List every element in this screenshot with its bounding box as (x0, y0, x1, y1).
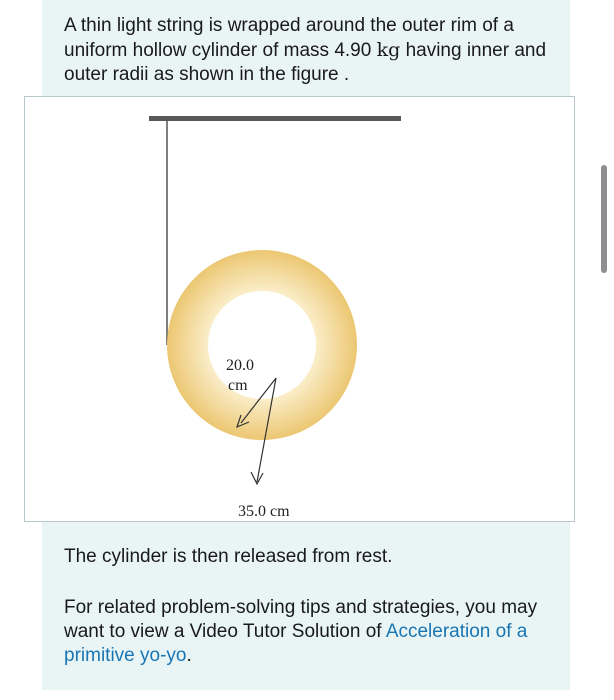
problem-card (42, 0, 570, 690)
ceiling-bar (149, 116, 401, 121)
inner-radius-value: 20.0 (226, 357, 254, 374)
intro-tail: having inner and outer radii as shown in the figure . (64, 40, 547, 85)
video-tutor-link[interactable]: Acceleration of a primitive yo-yo (64, 621, 528, 666)
inner-hole (208, 291, 316, 399)
tips-paragraph (64, 596, 564, 668)
problem-intro (64, 14, 564, 87)
mass-unit: kg (376, 39, 401, 61)
outer-radius-label: 35.0 cm (238, 503, 290, 520)
intro-text: A thin light string is wrapped around the outer rim of a uniform hollow cylinder of mass 4.90 (64, 15, 514, 61)
release-text: The cylinder is then released from rest. (64, 546, 393, 567)
outer-arrow-head (251, 472, 263, 484)
yoyo-figure (25, 97, 574, 521)
figure-box (24, 96, 575, 522)
tips-text: For related problem-solving tips and strategies, you may want to view a Video Tutor Solution of (64, 597, 538, 642)
inner-radius-unit: cm (228, 377, 248, 394)
link-suffix: . (186, 645, 192, 666)
scrollbar-thumb[interactable] (601, 165, 607, 273)
